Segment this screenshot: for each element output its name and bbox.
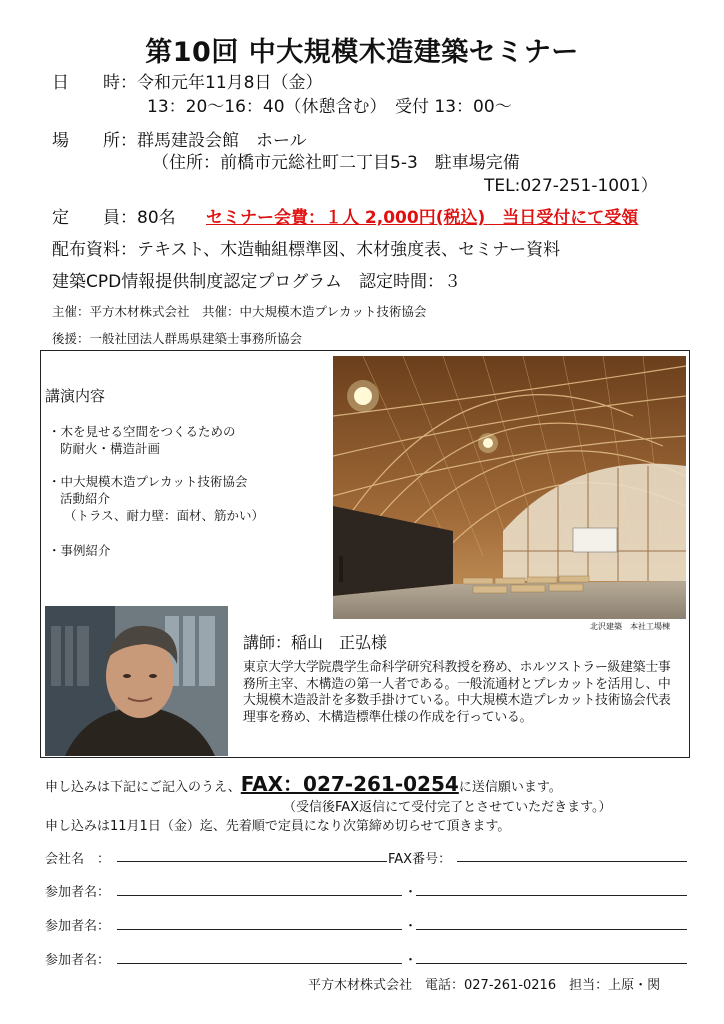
- capacity-row: [52, 203, 176, 228]
- lecture-item-3: ・事例紹介: [48, 543, 111, 558]
- participant-field-1b[interactable]: [416, 895, 687, 896]
- participant-label-2: 参加者名：: [45, 919, 111, 934]
- materials: 配布資料：テキスト、木造軸組標準図、木材強度表、セミナー資料: [52, 240, 561, 260]
- capacity-value: 80名: [137, 208, 176, 228]
- fee-notice: セミナー会費：１人 2,000円(税込) 当日受付にて受領: [206, 208, 639, 228]
- fax-label: FAX番号：: [388, 852, 452, 867]
- apply-post: に送信願います。: [458, 780, 562, 795]
- time-value: 13：20～16：40（休憩含む） 受付 13：00～: [147, 97, 512, 117]
- lecture-heading: 講演内容: [45, 387, 106, 405]
- venue-name: 群馬建設会館 ホール: [137, 131, 307, 151]
- photo-credit: 北沢建築 本社工場棟: [590, 622, 670, 631]
- fax-number: FAX：027-261-0254: [240, 772, 459, 796]
- separator-dot-3: ・: [404, 953, 418, 968]
- support: 後援：一般社団法人群馬県建築士事務所協会: [52, 331, 303, 346]
- participant-field-3a[interactable]: [117, 963, 402, 964]
- speaker-title: 講師：稲山 正弘様: [243, 633, 388, 652]
- speaker-photo: [45, 606, 228, 756]
- apply-deadline: 申し込みは11月1日（金）迄、先着順で定員になり次第締め切らせて頂きます。: [45, 819, 511, 834]
- participant-field-1a[interactable]: [117, 895, 402, 896]
- separator-dot-1: ・: [404, 885, 418, 900]
- lecture-item-1-sub: 防耐火・構造計画: [60, 441, 161, 456]
- venue-tel: TEL:027-251-1001）: [484, 176, 658, 196]
- apply-row: [45, 768, 562, 797]
- lecture-item-2-sub: 活動紹介: [60, 491, 111, 506]
- date-value: 令和元年11月8日（金）: [137, 73, 323, 93]
- venue-address: （住所：前橋市元総社町二丁目5-3 駐車場完備: [152, 153, 520, 173]
- fax-field[interactable]: [457, 861, 687, 862]
- venue-label: 場 所：: [52, 131, 137, 151]
- hall-photo: [333, 356, 686, 619]
- apply-note: （受信後FAX返信にて受付完了とさせていただきます。）: [283, 800, 612, 815]
- organizers: 主催：平方木材株式会社 共催：中大規模木造プレカット技術協会: [52, 304, 427, 319]
- cpd-program: 建築CPD情報提供制度認定プログラム 認定時間：３: [52, 272, 462, 292]
- lecture-item-1: ・木を見せる空間をつくるための: [48, 424, 236, 439]
- company-field[interactable]: [117, 861, 387, 862]
- company-label: 会社名 ：: [45, 852, 111, 867]
- date-label: 日 時：: [52, 73, 137, 93]
- speaker-bio: 東京大学大学院農学生命科学研究科教授を務め、ホルツストラー級建築士事務所主宰、木構造の第一人者である。一般流通材とプレカットを活用し、中大規模木造設計を多数手掛けている。中大規模木造プレカット技術協会代表理事を務め、木構造標準仕様の作成を行っている。: [243, 660, 671, 725]
- separator-dot-2: ・: [404, 919, 418, 934]
- participant-field-2a[interactable]: [117, 929, 402, 930]
- page-title: 第10回 中大規模木造建築セミナー: [145, 37, 579, 68]
- participant-label-1: 参加者名：: [45, 885, 111, 900]
- footer-contact: 平方木材株式会社 電話：027-261-0216 担当：上原・関: [308, 978, 661, 993]
- apply-pre: 申し込みは下記にご記入のうえ、: [45, 780, 241, 795]
- lecture-item-2-detail: （トラス、耐力壁：面材、筋かい）: [64, 508, 265, 523]
- participant-label-3: 参加者名：: [45, 953, 111, 968]
- participant-field-3b[interactable]: [416, 963, 687, 964]
- participant-field-2b[interactable]: [416, 929, 687, 930]
- lecture-item-2: ・中大規模木造プレカット技術協会: [48, 474, 248, 489]
- date-row: [52, 68, 322, 93]
- capacity-label: 定 員：: [52, 208, 137, 228]
